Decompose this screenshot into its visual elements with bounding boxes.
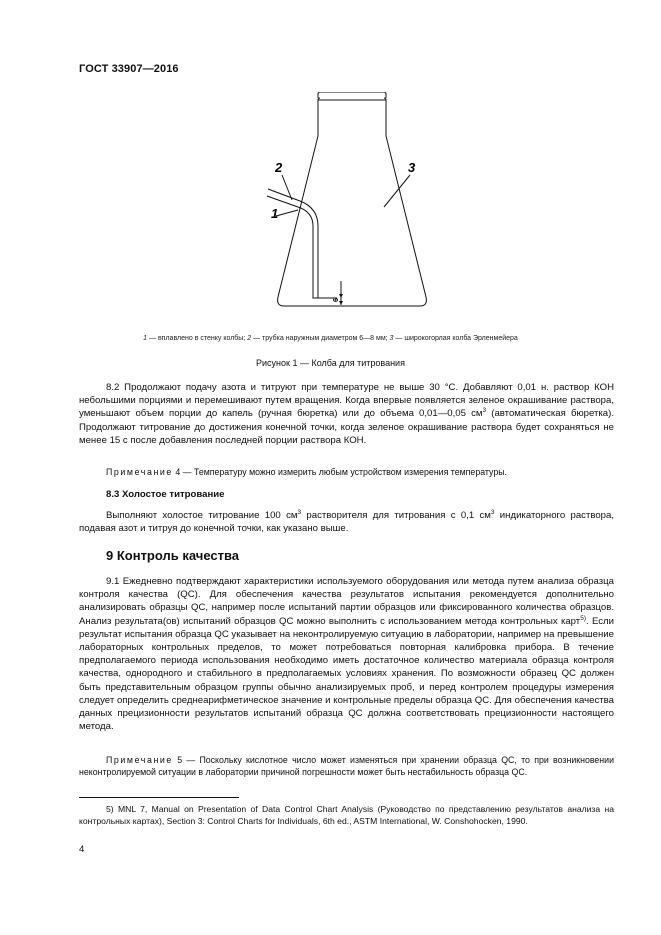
subsection-8-3-heading: 8.3 Холостое титрование [106,489,225,500]
paragraph-8-3: Выполняют холостое титрование 100 $см^3$ растворителя для титрования с 0,1 $см^3$ индикаторного раствора, подавая азот и титруя до конечной точки, как указано выше. [79,509,615,535]
section-9-heading: 9 Контроль качества [106,548,240,563]
label-2: 2 [275,160,283,175]
paragraph-9-1: 9.1 Ежедневно подтверждают характеристики используемого оборудования или метода путем анализа образца контроля качества (QC). Для обеспечения качества результатов испытания рекомендуется дополнительно анализировать образцы QC, например после испытаний партии образцов или фиксированного количества образцов. Анализ результата(ов) испытаний образцов QC можно выполнить с использованием метода контрольных карт$^{5)}$. Если результат испытания образца QC указывает на неконтролируемую ситуацию в лаборатории, например на превышение лабораторных контрольных пределов, то может потребоваться повторная калибровка прибора. В течение предполагаемого периода использования необходимо иметь достаточное количество материала образца контроля качества, однородного и стабильного в предполагаемых условиях хранения. По возможности образец QC должен быть представительным образцом группы обычно анализируемых проб, и перед контролем процедуры измерения следует определить среднеарифметическое значение и контрольные пределы образца QC. Для обеспечения качества данных прецизионности результатов испытаний образца QC должна соответствовать прецизионности настоящего метода. [79,576,614,733]
note-4: Примечание 4 — Температуру можно измерить любым устройством измерения температуры. [106,467,507,477]
flask-figure [262,92,442,322]
figure-legend: 1 — вплавлено в стенку колбы; 2 — трубка наружным диаметром 6—8 мм; 3 — широкогорлая колба Эрленмейера [143,335,518,342]
label-3: 3 [408,160,416,175]
paragraph-8-2: 8.2 Продолжают подачу азота и титруют при температуре не выше 30 °С. Добавляют 0,01 н. раствор КОН небольшими порциями и перемешивают путем вращения. Когда впервые появляется зеленое окрашивание раствора, уменьшают объем порции до капель (ручная бюретка) или до объема 0,01—0,05 $см^3$ (автоматическая бюретка). Продолжают титрование до достижения конечной точки, когда зеленое окрашивание раствора будет сохраняться не менее 15 с после добавления последней порции раствора КОН. [79,382,614,446]
footnote-separator [79,797,239,798]
flask-rim [318,92,386,98]
note-5: Примечание 5 — Поскольку кислотное число может изменяться при хранении образца QC, то при возникновении неконтролируемой ситуации в лаборатории причиной погрешности может быть нестабильность образца QC. [79,755,614,778]
flask-outline [278,98,427,306]
figure-title: Рисунок 1 — Колба для титрования [256,358,405,368]
label-1: 1 [271,206,279,221]
page-number: 4 [79,844,85,855]
dimension-label: 6 [333,298,340,302]
standard-header: ГОСТ 33907—2016 [79,63,179,75]
footnote-5: 5) MNL 7, Manual on Presentation of Data Control Chart Analysis (Руководство по представлению результатов анализа на контрольных картах), Section 3: Control Charts for Individuals, 6th ed., ASTM International, W. Conshohocken, 1990. [79,804,614,826]
